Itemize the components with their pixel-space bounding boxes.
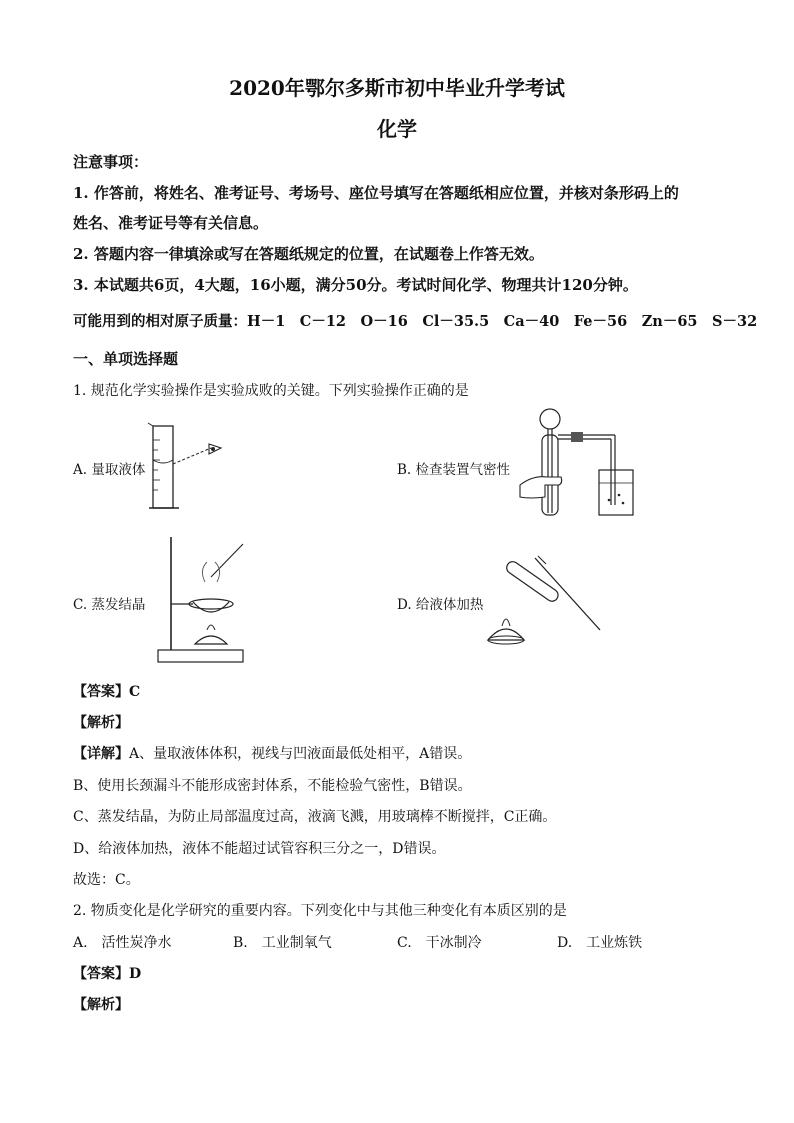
question-1-detail-d: D、给液体加热，液体不能超过试管容积三分之一，D错误。 <box>73 841 446 857</box>
detail-tag: 【详解】 <box>73 746 129 762</box>
question-1-option-d: D. 给液体加热 <box>397 597 484 613</box>
liquid-heating-figure <box>480 548 605 653</box>
exam-subject: 化学 <box>377 117 417 141</box>
detail-a-text: A、量取液体体积，视线与凹液面最低处相平，A错误。 <box>129 746 472 762</box>
question-1-detail-a <box>73 743 471 763</box>
question-2-option-d: D. 工业炼铁 <box>557 935 643 951</box>
notice-heading: 注意事项： <box>73 153 149 171</box>
question-1-detail-b: B、使用长颈漏斗不能形成密封体系，不能检验气密性，B错误。 <box>73 778 472 794</box>
question-2-answer <box>73 963 141 983</box>
question-2-option-c: C. 干冰制冷 <box>397 935 482 951</box>
answer-value: C <box>129 684 141 700</box>
graduated-cylinder-figure <box>145 420 235 515</box>
notice-item-2: 2. 答题内容一律填涂或写在答题纸规定的位置，在试题卷上作答无效。 <box>73 245 544 263</box>
question-1-analysis-tag: 【解析】 <box>73 715 129 731</box>
question-1-stem: 1. 规范化学实验操作是实验成败的关键。下列实验操作正确的是 <box>73 383 469 399</box>
answer-value: D <box>129 966 142 982</box>
question-2-stem: 2. 物质变化是化学研究的重要内容。下列变化中与其他三种变化有本质区别的是 <box>73 903 567 919</box>
question-1-option-c: C. 蒸发结晶 <box>73 597 146 613</box>
question-1-option-a: A. 量取液体 <box>73 462 146 478</box>
atomic-masses: 可能用到的相对原子质量：H－1 C－12 O－16 Cl－35.5 Ca－40 Fe－56 Zn－65 S－32 <box>73 313 758 330</box>
question-2-option-b: B. 工业制氧气 <box>233 935 332 951</box>
evaporation-apparatus-figure <box>155 532 255 672</box>
question-1-option-b: B. 检查装置气密性 <box>397 462 511 478</box>
answer-tag: 【答案】 <box>73 966 129 982</box>
question-1-conclusion: 故选：C。 <box>73 872 140 888</box>
notice-item-1-line-2: 姓名、准考证号等有关信息。 <box>73 214 269 232</box>
notice-item-3: 3. 本试题共6页，4大题，16小题，满分50分。考试时间化学、物理共计120分钟。 <box>73 276 638 294</box>
notice-item-1-line-1: 1. 作答前，将姓名、准考证号、考场号、座位号填写在答题纸相应位置，并核对条形码上的 <box>73 184 679 202</box>
section-1-heading: 一、单项选择题 <box>73 350 179 368</box>
question-1-detail-c: C、蒸发结晶，为防止局部温度过高，液滴飞溅，用玻璃棒不断搅拌，C正确。 <box>73 809 557 825</box>
question-2-analysis-tag: 【解析】 <box>73 997 129 1013</box>
answer-tag: 【答案】 <box>73 684 129 700</box>
exam-title: 2020年鄂尔多斯市初中毕业升学考试 <box>229 76 565 100</box>
airtightness-apparatus-figure <box>515 405 645 520</box>
question-2-option-a: A. 活性炭净水 <box>73 935 172 951</box>
question-1-answer <box>73 681 140 701</box>
